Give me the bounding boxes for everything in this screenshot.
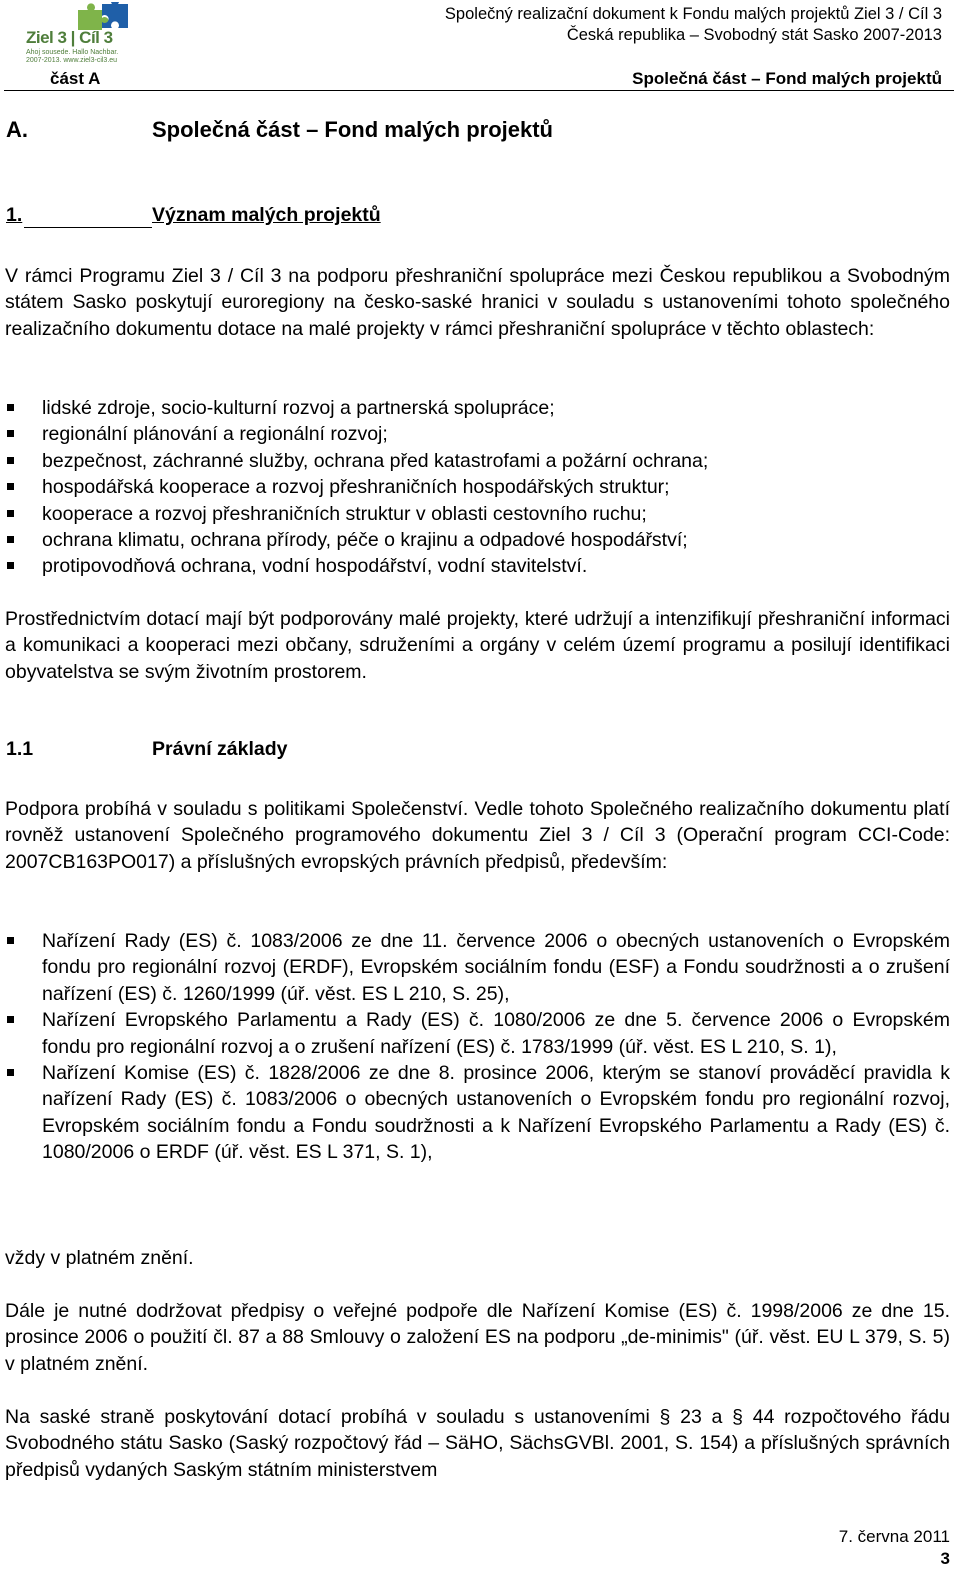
section-1-number: 1. xyxy=(6,204,23,226)
section-a-number: A. xyxy=(6,117,28,142)
list-item: ochrana klimatu, ochrana přírody, péče o krajinu a odpadové hospodářství; xyxy=(0,527,950,553)
regulations-list xyxy=(0,928,950,1166)
list-item: regionální plánování a regionální rozvoj; xyxy=(0,421,950,447)
page-number: 3 xyxy=(940,1549,950,1568)
section-1-1-title: Právní základy xyxy=(152,738,288,760)
section-1-intro: V rámci Programu Ziel 3 / Cíl 3 na podporu přeshraniční spolupráce mezi Českou republikou a Svobodným státem Sasko poskytují euroregiony na česko-saské hranici v souladu s ustanoveními tohoto společného realizačního dokumentu dotace na malé projekty v rámci přeshraniční spolupráce v těchto oblastech: xyxy=(5,265,950,340)
validity-note: vždy v platném znění. xyxy=(5,1247,194,1269)
list-item: protipovodňová ochrana, vodní hospodářství, vodní stavitelství. xyxy=(0,553,950,579)
list-item: Nařízení Komise (ES) č. 1828/2006 ze dne 8. prosince 2006, kterým se stanoví prováděcí pravidla k nařízení Rady (ES) č. 1083/2006 o obecných ustanoveních o Evropském fondu pro regionální rozvoj, Evropském sociálním fondu a Fondu soudržnosti a k Nařízení Evropského Parlamentu a Rady (ES) č. 1080/2006 o ERDF (úř. věst. ES L 371, S. 1), xyxy=(0,1060,950,1166)
heading-underline xyxy=(24,227,152,228)
footer-date: 7. června 2011 xyxy=(838,1527,950,1546)
part-label: část A xyxy=(50,69,101,88)
header-divider xyxy=(4,90,954,91)
list-item: lidské zdroje, socio-kulturní rozvoj a partnerská spolupráce; xyxy=(0,395,950,421)
section-1-1-number: 1.1 xyxy=(6,738,34,760)
program-logo xyxy=(24,2,134,66)
logo-title: Ziel 3 | Cíl 3 xyxy=(26,28,113,47)
list-item: hospodářská kooperace a rozvoj přeshraničních hospodářských struktur; xyxy=(0,474,950,500)
section-1-title: Význam malých projektů xyxy=(152,204,381,226)
logo-tagline xyxy=(26,49,118,65)
list-item: Nařízení Evropského Parlamentu a Rady (ES) č. 1080/2006 ze dne 5. července 2006 o Evropském fondu pro regionální rozvoj a o zrušení nařízení (ES) č. 1783/1999 (úř. věst. ES L 210, S. 1), xyxy=(0,1007,950,1060)
support-areas-list xyxy=(0,395,950,580)
section-1-conclusion: Prostřednictvím dotací mají být podporovány malé projekty, které udržují a intenzifikují přeshraniční informaci a komunikaci a kooperaci mezi občany, sdruženími a orgány v celém území programu a posilují identifikaci obyvatelstva se svým životním prostorem. xyxy=(5,608,950,683)
document-title-line-1: Společný realizační dokument k Fondu malých projektů Ziel 3 / Cíl 3 xyxy=(444,5,942,23)
section-1-1-intro: Podpora probíhá v souladu s politikami Společenství. Vedle tohoto Společného realizačního dokumentu platí rovněž ustanovení Společného programového dokumentu Ziel 3 / Cíl 3 (Operační program CCI-Code: 2007CB163PO017) a příslušných evropských právních předpisů, především: xyxy=(5,798,950,873)
part-title: Společná část – Fond malých projektů xyxy=(632,69,942,88)
logo-tagline-2: 2007-2013. www.ziel3-cil3.eu xyxy=(26,57,118,64)
list-item: bezpečnost, záchranné služby, ochrana před katastrofami a požární ochrana; xyxy=(0,448,950,474)
list-item: kooperace a rozvoj přeshraničních struktur v oblasti cestovního ruchu; xyxy=(0,501,950,527)
section-a-title: Společná část – Fond malých projektů xyxy=(152,117,553,142)
logo-tagline-1: Ahoj sousede. Hallo Nachbar. xyxy=(26,49,119,56)
saxon-paragraph: Na saské straně poskytování dotací probíhá v souladu s ustanoveními § 23 a § 44 rozpočtového řádu Svobodného státu Sasko (Saský rozpočtový řád – SäHO, SächsGVBl. 2001, S. 154) a příslušných správních předpisů vydaných Saským státním ministerstvem xyxy=(5,1406,950,1481)
document-title-line-2: Česká republika – Svobodný stát Sasko 2007-2013 xyxy=(566,26,942,44)
state-aid-paragraph: Dále je nutné dodržovat předpisy o veřejné podpoře dle Nařízení Komise (ES) č. 1998/2006 ze dne 15. prosince 2006 o použití čl. 87 a 88 Smlouvy o založení ES na podporu „de-minimis" (úř. věst. EU L 379, S. 5) v platném znění. xyxy=(5,1300,950,1375)
list-item: Nařízení Rady (ES) č. 1083/2006 ze dne 11. července 2006 o obecných ustanoveních o Evropském fondu pro regionální rozvoj (ERDF), Evropském sociálním fondu (ESF) a Fondu soudržnosti a o zrušení nařízení (ES) č. 1260/1999 (úř. věst. ES L 210, S. 25), xyxy=(0,928,950,1007)
